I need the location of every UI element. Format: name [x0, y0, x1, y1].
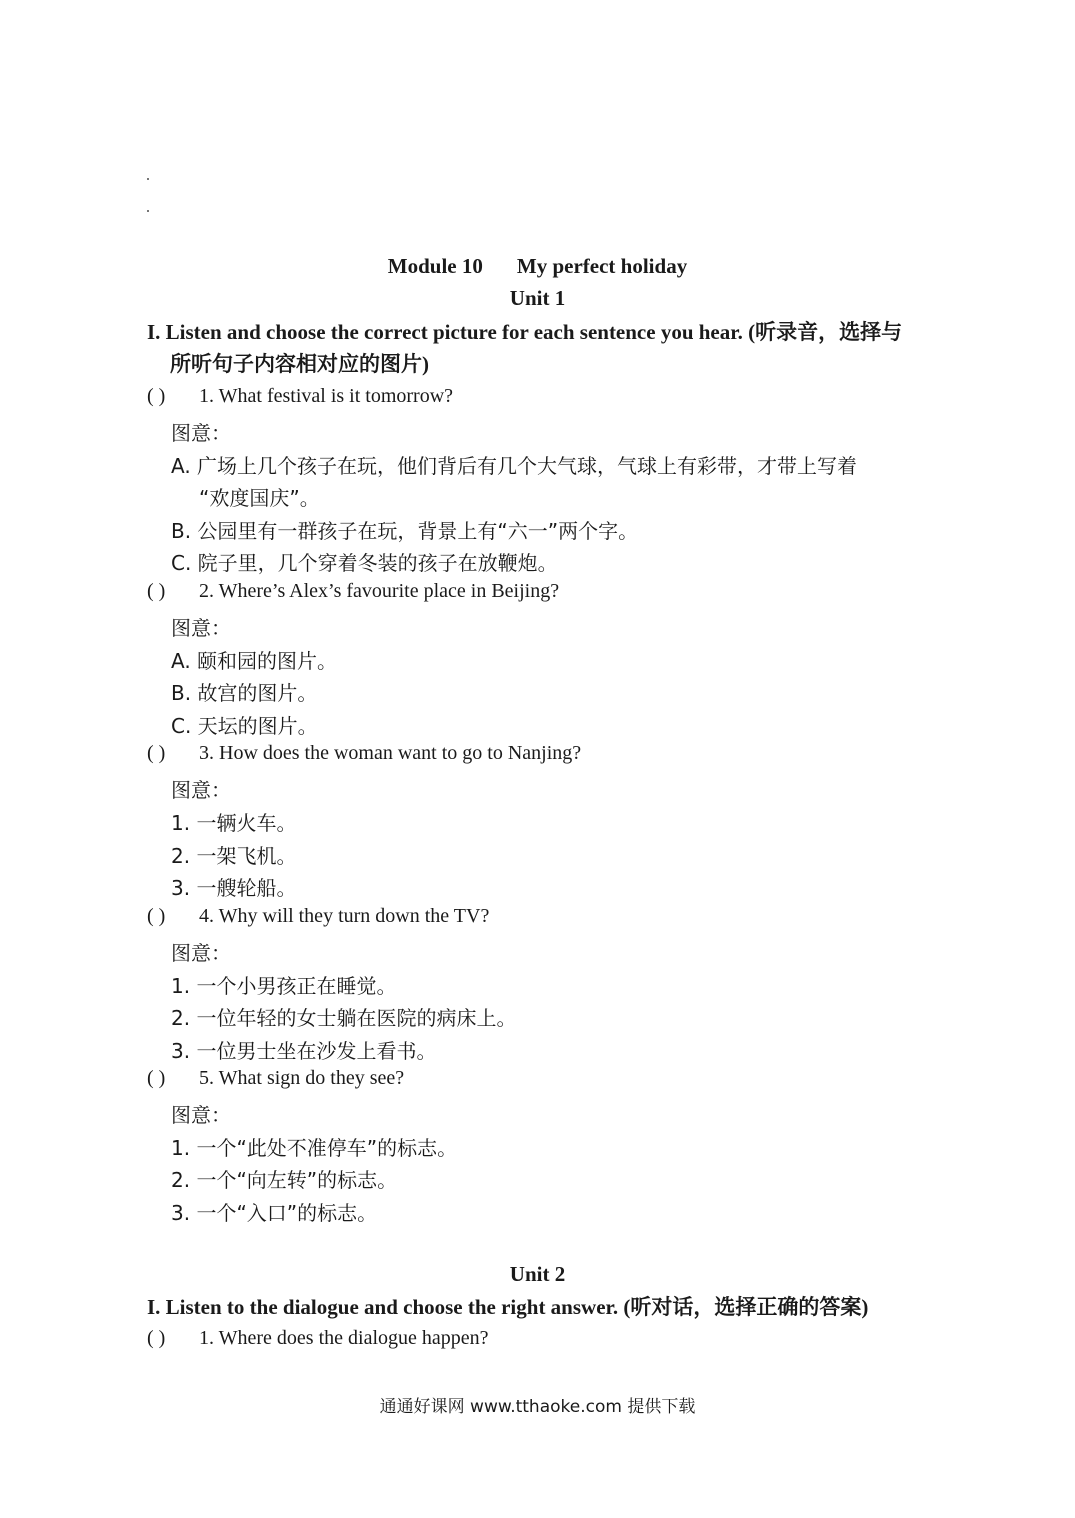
question-text: 3. How does the woman want to go to Nanjing?: [199, 742, 582, 764]
question-1: [147, 1327, 489, 1350]
picture-note-label: 图意：: [171, 941, 231, 965]
module-name: My perfect holiday: [516, 254, 688, 278]
section-line-1: I. Listen and choose the correct picture for each sentence you hear. (听录音，选择与: [147, 320, 903, 344]
answer-blank[interactable]: ( ): [147, 1067, 166, 1089]
answer-blank[interactable]: ( ): [147, 1327, 166, 1349]
question-2: [147, 580, 559, 603]
unit2-heading: Unit 2: [509, 1262, 566, 1286]
unit1-heading: Unit 1: [509, 286, 566, 310]
module-number: Module 10: [387, 254, 483, 278]
option-3: 3. 一艘轮船。: [171, 876, 297, 900]
option-b: B. 故宫的图片。: [171, 681, 318, 705]
option-1: 1. 一个“此处不准停车”的标志。: [171, 1136, 458, 1160]
answer-blank[interactable]: ( ): [147, 385, 166, 407]
unit1-section-instruction: [147, 316, 947, 380]
option-a: A. 广场上几个孩子在玩，他们背后有几个大气球，气球上有彩带，才带上写着: [171, 454, 858, 478]
page-title: [0, 254, 1075, 279]
unit2-section-instruction: I. Listen to the dialogue and choose the right answer. (听对话，选择正确的答案): [147, 1295, 869, 1319]
question-text: 1. Where does the dialogue happen?: [199, 1327, 489, 1349]
option-3: 3. 一位男士坐在沙发上看书。: [171, 1039, 437, 1063]
option-3: 3. 一个“入口”的标志。: [171, 1201, 378, 1225]
option-2: 2. 一架飞机。: [171, 844, 297, 868]
question-text: 2. Where’s Alex’s favourite place in Beijing?: [199, 580, 560, 602]
question-text: 4. Why will they turn down the TV?: [199, 905, 490, 927]
option-2: 2. 一个“向左转”的标志。: [171, 1168, 398, 1192]
option-1: 1. 一个小男孩正在睡觉。: [171, 974, 397, 998]
question-text: 5. What sign do they see?: [199, 1067, 405, 1089]
picture-note-label: 图意：: [171, 1103, 231, 1127]
scan-speck: [147, 178, 149, 180]
picture-note-label: 图意：: [171, 616, 231, 640]
answer-blank[interactable]: ( ): [147, 905, 166, 927]
option-1: 1. 一辆火车。: [171, 811, 297, 835]
option-c: C. 天坛的图片。: [171, 714, 318, 738]
picture-note-label: 图意：: [171, 421, 231, 445]
option-b: B. 公园里有一群孩子在玩，背景上有“六一”两个字。: [171, 519, 639, 543]
question-4: [147, 905, 489, 928]
scan-speck: [147, 210, 149, 212]
answer-blank[interactable]: ( ): [147, 742, 166, 764]
question-1: [147, 385, 453, 408]
option-c: C. 院子里，几个穿着冬装的孩子在放鞭炮。: [171, 551, 558, 575]
option-a: A. 颐和园的图片。: [171, 649, 338, 673]
question-3: [147, 742, 581, 765]
picture-note-label: 图意：: [171, 778, 231, 802]
option-2: 2. 一位年轻的女士躺在医院的病床上。: [171, 1006, 517, 1030]
question-5: [147, 1067, 404, 1090]
section-line-2: 所听句子内容相对应的图片): [170, 352, 429, 376]
question-text: 1. What festival is it tomorrow?: [199, 385, 454, 407]
option-a-continued: “欢度国庆”。: [199, 486, 320, 510]
answer-blank[interactable]: ( ): [147, 580, 166, 602]
page-footer: 通通好课网 www.tthaoke.com 提供下载: [379, 1397, 696, 1417]
